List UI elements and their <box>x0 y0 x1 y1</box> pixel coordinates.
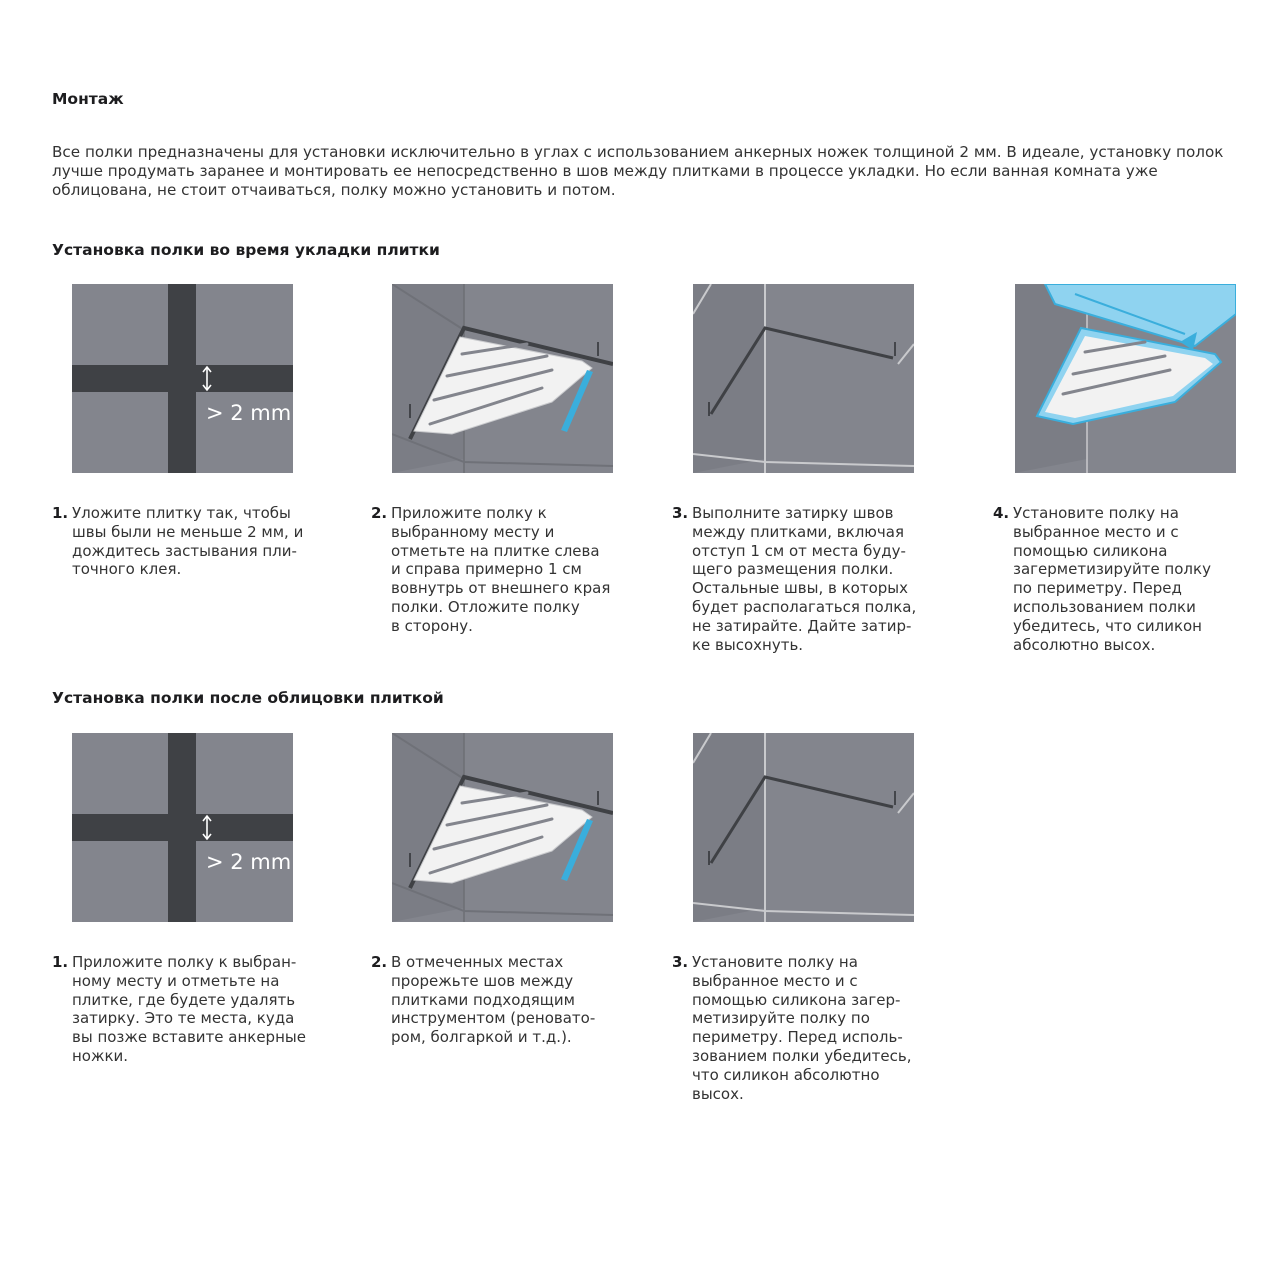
section-heading-during-tiling: Установка полки во время укладки плитки <box>52 241 440 259</box>
illustration-cut-joints <box>693 733 914 922</box>
illustration-grouting <box>693 284 914 473</box>
section1-step-2 <box>371 504 651 644</box>
illustration-tile-joints <box>72 733 293 922</box>
step-number: 4. <box>993 504 1010 522</box>
gap-label: > 2 mm <box>206 401 292 425</box>
section1-step-3 <box>672 504 962 664</box>
step-text: Выполните затирку швов между плитками, включая отступ 1 см от места буду- щего размещения полки. Остальные швы, в которых будет располагаться полка, не затирайте. Дайте затир- ке высохнуть. <box>692 504 917 654</box>
illustration-shelf-marking <box>392 733 613 922</box>
step-text: Приложите полку к выбран- ному месту и отметьте на плитке, где будете удалять затирку. Это те места, куда вы позже вставите анкерные ножки. <box>72 953 306 1065</box>
section1-step-1 <box>52 504 352 604</box>
step-number: 3. <box>672 953 689 971</box>
illustration-tile-joints <box>72 284 293 473</box>
step-number: 1. <box>52 504 69 522</box>
section2-step-2 <box>371 953 651 1053</box>
step-number: 1. <box>52 953 69 971</box>
gap-label: > 2 mm <box>206 850 292 874</box>
intro-text: Все полки предназначены для установки исключительно в углах с использованием анкерных ножек толщиной 2 мм. В идеале, установку полок лучше продумать заранее и монтировать ее непосредственно в шов между плитками в процессе укладки. Но если ванная комната уже облицована, не стоит отчаиваться, полку можно установить и потом. <box>52 143 1224 199</box>
step-text: Установите полку на выбранное место и с помощью силикона загерметизируйте полку по периметру. Перед использованием полки убедитесь, что силикон абсолютно высох. <box>1013 504 1211 654</box>
step-text: Уложите плитку так, чтобы швы были не меньше 2 мм, и дождитесь застывания пли- точного клея. <box>72 504 304 579</box>
section1-step-4 <box>993 504 1273 664</box>
section2-step-1 <box>52 953 352 1073</box>
section-heading-after-tiling: Установка полки после облицовки плиткой <box>52 689 444 707</box>
illustration-shelf-marking <box>392 284 613 473</box>
page-title: Монтаж <box>52 90 124 108</box>
step-number: 2. <box>371 953 388 971</box>
step-text: В отмеченных местах прорежьте шов между плитками подходящим инструментом (реновато- ром, болгаркой и т.д.). <box>391 953 596 1047</box>
step-number: 3. <box>672 504 689 522</box>
step-number: 2. <box>371 504 388 522</box>
illustration-silicone <box>1015 284 1236 473</box>
step-text: Приложите полку к выбранному месту и отметьте на плитке слева и справа примерно 1 см вовнутрь от внешнего края полки. Отложите полку в сторону. <box>391 504 611 635</box>
step-text: Установите полку на выбранное место и с помощью силикона загер- метизируйте полку по периметру. Перед исполь- зованием полки убедитесь, что силикон абсолютно высох. <box>692 953 912 1103</box>
section2-step-3 <box>672 953 962 1113</box>
